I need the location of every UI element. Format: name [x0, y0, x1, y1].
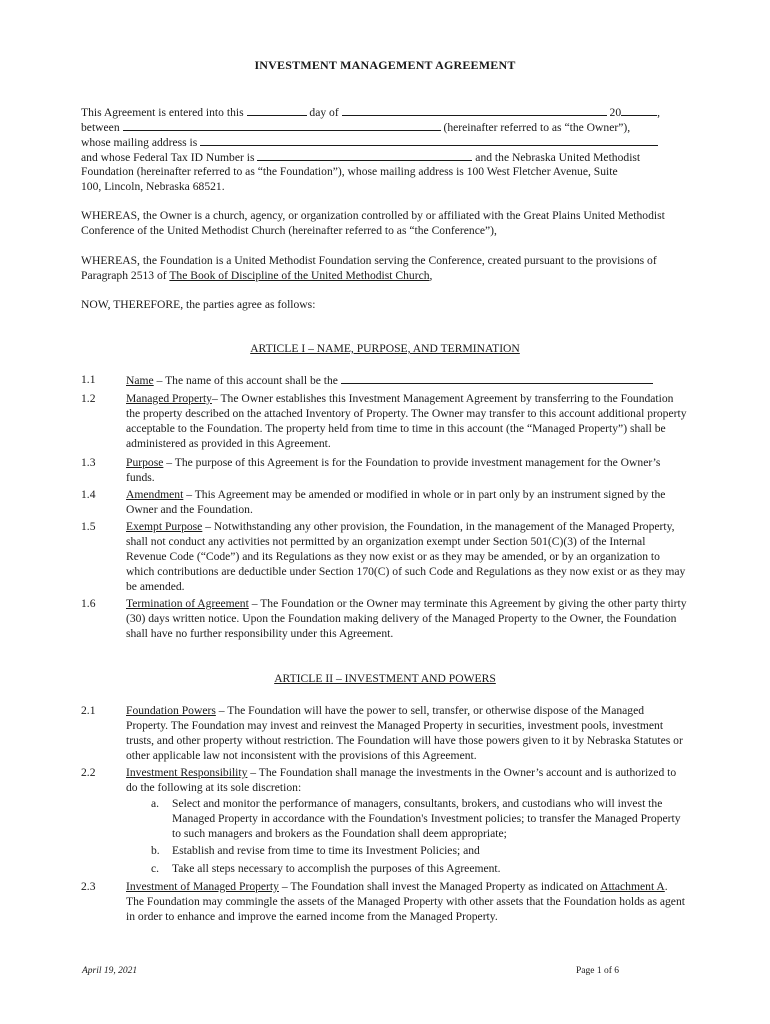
preamble-text: whose mailing address is — [81, 136, 198, 149]
section-number: 1.1 — [81, 373, 96, 386]
section-number: 2.2 — [81, 766, 96, 779]
preamble-text: 20 — [609, 106, 622, 119]
preamble-text: between — [81, 121, 120, 134]
section-number: 1.4 — [81, 488, 96, 501]
document-title: INVESTMENT MANAGEMENT AGREEMENT — [254, 58, 516, 72]
article-2-heading-text: ARTICLE II – INVESTMENT AND POWERS — [274, 672, 496, 685]
section-text: – The Owner establishes this Investment Management Agreement by transferring to the Foundation the property described on the attached Inventory of Property. The Owner may transfer to this account additional property acceptable to the Foundation. The property held from time to time in this account (the “Managed Property”) shall be administered as provided in this Agreement. — [126, 392, 687, 450]
preamble-text: , — [657, 106, 661, 119]
section-text: – This Agreement may be amended or modified in whole or in part only by an instrument signed by the Owner and the Foundation. — [126, 488, 666, 516]
section-term: Name — [126, 374, 154, 387]
subitem-b: Establish and revise from time to time its Investment Policies; and — [172, 844, 480, 857]
section-1-2 — [126, 391, 688, 451]
section-2-1 — [126, 703, 688, 763]
section-2-3 — [126, 879, 688, 924]
section-term: Termination of Agreement — [126, 597, 249, 610]
article-2-heading — [0, 672, 770, 685]
section-text: – The Foundation will have the power to sell, transfer, or otherwise dispose of the Managed Property. The Foundation may invest and reinvest the Managed Property in securities, investment pools, investment trusts, and other property without restriction. The Foundation will have those powers given to it by Nebraska Statutes or other applicable law not inconsistent with the provisions of this Agreement. — [126, 704, 683, 762]
whereas-text: WHEREAS, the Foundation is a United Methodist Foundation serving the Conference, created pursuant to the provisions of Paragraph 2513 of — [81, 254, 657, 282]
whereas-paragraph-1: WHEREAS, the Owner is a church, agency, or organization controlled by or affiliated with the Great Plains United Methodist Conference of the United Methodist Church (hereinafter referred to as “the Conference”), — [81, 209, 665, 237]
whereas-paragraph-2 — [81, 253, 686, 283]
section-term: Exempt Purpose — [126, 520, 203, 533]
subitem-label: a. — [151, 797, 160, 810]
account-name-blank[interactable] — [341, 372, 653, 384]
section-text: . The Foundation may commingle the assets of the Managed Property with other assets that the Foundation holds as agent in order to enhance and improve the earned income from the Managed Property. — [126, 880, 685, 923]
section-text: – The Foundation shall invest the Managed Property as indicated on — [278, 880, 601, 893]
preamble-line-5: Foundation (hereinafter referred to as “the Foundation”), whose mailing address is 100 West Fletcher Avenue, Suite — [81, 165, 618, 178]
section-term: Amendment — [126, 488, 184, 501]
subitem-label: b. — [151, 844, 160, 857]
footer-date: April 19, 2021 — [82, 966, 138, 976]
section-number: 1.2 — [81, 392, 96, 405]
section-text: – The Foundation or the Owner may terminate this Agreement by giving the other party thirty (30) days written notice. Upon the Foundation making delivery of the Managed Property to the Owner, the Foundation shall have no further responsibility under this Agreement. — [126, 597, 687, 640]
preamble-line-4 — [81, 149, 686, 165]
tax-id-blank[interactable] — [257, 149, 472, 161]
subitem-label: c. — [151, 862, 160, 875]
mailing-address-blank[interactable] — [200, 134, 658, 146]
subitem-c: Take all steps necessary to accomplish the purposes of this Agreement. — [172, 862, 501, 875]
section-text: – The name of this account shall be the — [153, 374, 341, 387]
preamble-text: This Agreement is entered into this — [81, 106, 244, 119]
article-1-heading-text: ARTICLE I – NAME, PURPOSE, AND TERMINATION — [250, 342, 520, 355]
whereas-text: , — [429, 269, 433, 282]
preamble-text: and the Nebraska United Methodist — [475, 151, 641, 164]
section-number: 1.3 — [81, 456, 96, 469]
preamble-text: day of — [309, 106, 339, 119]
day-blank[interactable] — [247, 104, 307, 116]
section-term: Foundation Powers — [126, 704, 216, 717]
footer-page-number: Page 1 of 6 — [576, 966, 620, 976]
section-1-6 — [126, 596, 688, 641]
section-number: 1.6 — [81, 597, 96, 610]
now-therefore: NOW, THEREFORE, the parties agree as follows: — [81, 298, 316, 311]
section-term: Managed Property — [126, 392, 212, 405]
preamble-line-6: 100, Lincoln, Nebraska 68521. — [81, 180, 225, 193]
section-2-2 — [126, 765, 688, 795]
section-term: Investment Responsibility — [126, 766, 248, 779]
section-number: 1.5 — [81, 520, 96, 533]
preamble-text: and whose Federal Tax ID Number is — [81, 151, 255, 164]
year-blank[interactable] — [621, 104, 657, 116]
attachment-a-reference: Attachment A — [600, 880, 665, 893]
preamble-text: (hereinafter referred to as “the Owner”), — [443, 121, 631, 134]
section-text: – The Foundation shall manage the investments in the Owner’s account and is authorized to do the following at its sole discretion: — [126, 766, 677, 794]
section-term: Purpose — [126, 456, 164, 469]
section-number: 2.1 — [81, 704, 96, 717]
article-1-heading — [0, 342, 770, 355]
owner-name-blank[interactable] — [123, 119, 441, 131]
preamble-line-1 — [81, 104, 686, 120]
preamble-line-3 — [81, 134, 686, 150]
section-term: Investment of Managed Property — [126, 880, 279, 893]
book-of-discipline: The Book of Discipline of the United Methodist Church — [169, 269, 430, 282]
section-1-1 — [126, 372, 688, 388]
month-blank[interactable] — [342, 104, 607, 116]
section-number: 2.3 — [81, 880, 96, 893]
section-1-4 — [126, 487, 688, 517]
section-1-5 — [126, 519, 688, 594]
section-text: – Notwithstanding any other provision, the Foundation, in the management of the Managed Property, shall not conduct any activities not permitted by an organization exempt under Section 501(C)(3) of the Internal Revenue Code (“Code”) and its Regulations as they now exist or as they may be amended, or by an organization to which contributions are deductible under Section 170(C) of such Code and Regulations as they now exist or as they may be amended. — [126, 520, 686, 593]
section-text: – The purpose of this Agreement is for the Foundation to provide investment management for the Owner’s funds. — [126, 456, 661, 484]
section-1-3 — [126, 455, 688, 485]
preamble-line-2 — [81, 119, 686, 135]
subitem-a: Select and monitor the performance of managers, consultants, brokers, and custodians who will invest the Managed Property in accordance with the Foundation's Investment policies; to transfer the Managed Property to such managers and brokers as the Foundation shall deem appropriate; — [172, 797, 681, 840]
